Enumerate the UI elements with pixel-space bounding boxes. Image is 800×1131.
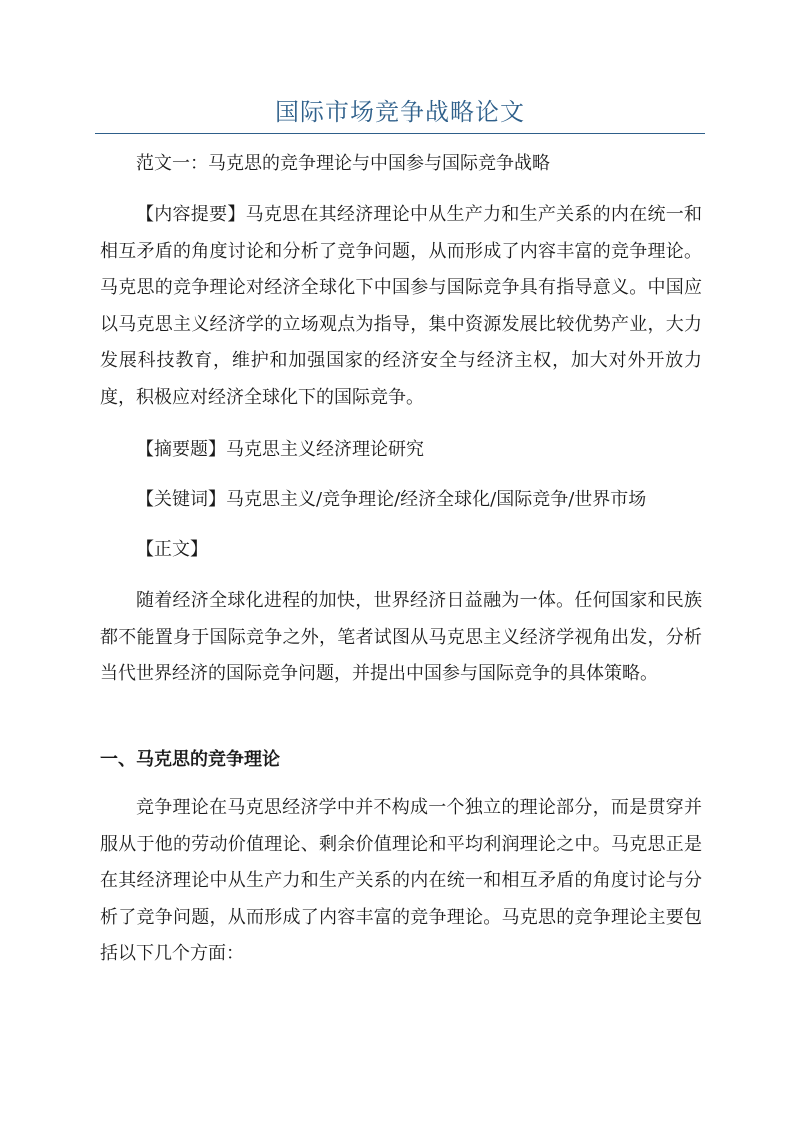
subtitle: 范文一：马克思的竞争理论与中国参与国际竞争战略 bbox=[136, 153, 550, 174]
title-underline bbox=[95, 133, 705, 134]
body-label: 【正文】 bbox=[136, 539, 208, 560]
document-title: 国际市场竞争战略论文 bbox=[275, 98, 525, 126]
section-heading: 一、马克思的竞争理论 bbox=[100, 749, 280, 770]
topic-line: 【摘要题】马克思主义经济理论研究 bbox=[136, 439, 424, 460]
keywords-line: 【关键词】马克思主义/竞争理论/经济全球化/国际竞争/世界市场 bbox=[136, 489, 647, 510]
abstract-paragraph: 【内容提要】马克思在其经济理论中从生产力和生产关系的内在统一和相互矛盾的角度讨论和分析了竞争问题，从而形成了内容丰富的竞争理论。马克思的竞争理论对经济全球化下中国参与国际竞争具有指导意义。中国应以马克思主义经济学的立场观点为指导，集中资源发展比较优势产业，大力发展科技教育，维护和加强国家的经济安全与经济主权，加大对外开放力度，积极应对经济全球化下的国际竞争。 bbox=[100, 204, 702, 408]
section-paragraph: 竞争理论在马克思经济学中并不构成一个独立的理论部分，而是贯穿并服从于他的劳动价值理论、剩余价值理论和平均利润理论之中。马克思正是在其经济理论中从生产力和生产关系的内在统一和相互矛盾的角度讨论与分析了竞争问题，从而形成了内容丰富的竞争理论。马克思的竞争理论主要包括以下几个方面： bbox=[100, 797, 702, 964]
intro-paragraph: 随着经济全球化进程的加快，世界经济日益融为一体。任何国家和民族都不能置身于国际竞争之外，笔者试图从马克思主义经济学视角出发，分析当代世界经济的国际竞争问题，并提出中国参与国际竞争的具体策略。 bbox=[100, 590, 702, 684]
